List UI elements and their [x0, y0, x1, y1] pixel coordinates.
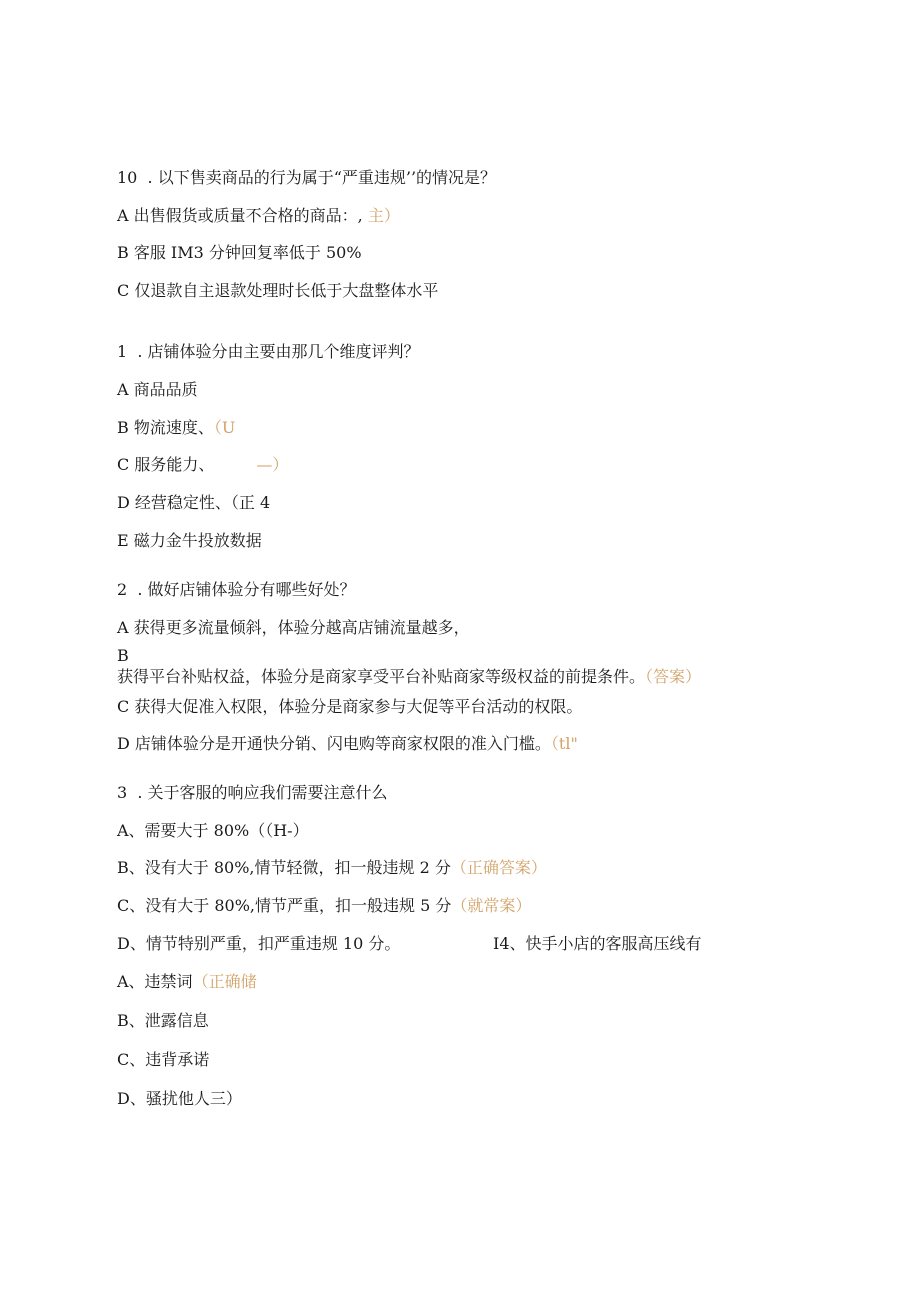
- answer-mark: （就常案）: [451, 896, 532, 915]
- q3-option-c: [117, 896, 531, 916]
- q2-option-a: A 获得更多流量倾斜，体验分越高店铺流量越多，: [117, 618, 470, 637]
- q4-option-b: B、泄露信息: [117, 1011, 209, 1030]
- question-2: 2 . 做好店铺体验分有哪些好处？: [117, 580, 356, 599]
- q1-option-d: D 经营稳定性、（正 4: [117, 493, 271, 512]
- q1-option-a: A 商品品质: [117, 380, 198, 399]
- q1-option-c: [117, 455, 288, 475]
- answer-mark: 主）: [367, 206, 400, 225]
- question-4: I4、快手小店的客服高压线有: [493, 934, 702, 953]
- option-text: A、违禁词: [117, 972, 193, 991]
- answer-mark: —）: [256, 455, 289, 474]
- q2-option-b: [117, 667, 701, 687]
- q2-option-c: C 获得大促准入权限，体验分是商家参与大促等平台活动的权限。: [117, 697, 583, 716]
- q3-option-a: A、需要大于 80%（（H-）: [117, 821, 309, 840]
- question-3: 3 . 关于客服的响应我们需要注意什么: [117, 783, 388, 802]
- option-text: 获得平台补贴权益，体验分是商家享受平台补贴商家等级权益的前提条件。: [117, 667, 646, 686]
- q4-option-c: C、违背承诺: [117, 1050, 210, 1069]
- question-10: 10 . 以下售卖商品的行为属于“严重违规’’的情况是？: [117, 168, 497, 187]
- answer-mark: （tl": [550, 734, 578, 753]
- answer-mark: （正确答案）: [450, 858, 547, 877]
- q10-option-a: [117, 206, 400, 226]
- option-text: D 店铺体验分是开通快分销、闪电购等商家权限的准入门槛。: [117, 734, 551, 753]
- q3-option-b: [117, 858, 547, 878]
- question-1: 1 . 店铺体验分由主要由那几个维度评判？: [117, 342, 420, 361]
- q10-option-c: C 仅退款自主退款处理时长低于大盘整体水平: [117, 281, 439, 300]
- q3-option-d: D、情节特别严重，扣严重违规 10 分。: [117, 934, 401, 953]
- q4-option-d: D、骚扰他人三）: [117, 1089, 242, 1108]
- q1-option-b: [117, 418, 235, 438]
- option-text: C 服务能力、: [117, 455, 215, 474]
- answer-mark: （答案）: [645, 667, 702, 686]
- q2-option-b-label: B: [117, 646, 129, 665]
- option-text: B 物流速度、: [117, 418, 214, 437]
- q10-option-b: B 客服 IM3 分钟回复率低于 50%: [117, 243, 362, 262]
- q4-option-a: [117, 972, 257, 992]
- answer-mark: （U: [213, 418, 236, 437]
- q1-option-e: E 磁力金牛投放数据: [117, 531, 262, 550]
- option-text: A 出售假货或质量不合格的商品：,: [117, 206, 368, 225]
- answer-mark: （正确储: [192, 972, 257, 991]
- option-text: B、没有大于 80%,情节轻微，扣一般违规 2 分: [117, 858, 451, 877]
- option-text: C、没有大于 80%,情节严重，扣一般违规 5 分: [117, 896, 452, 915]
- q2-option-d: [117, 734, 578, 754]
